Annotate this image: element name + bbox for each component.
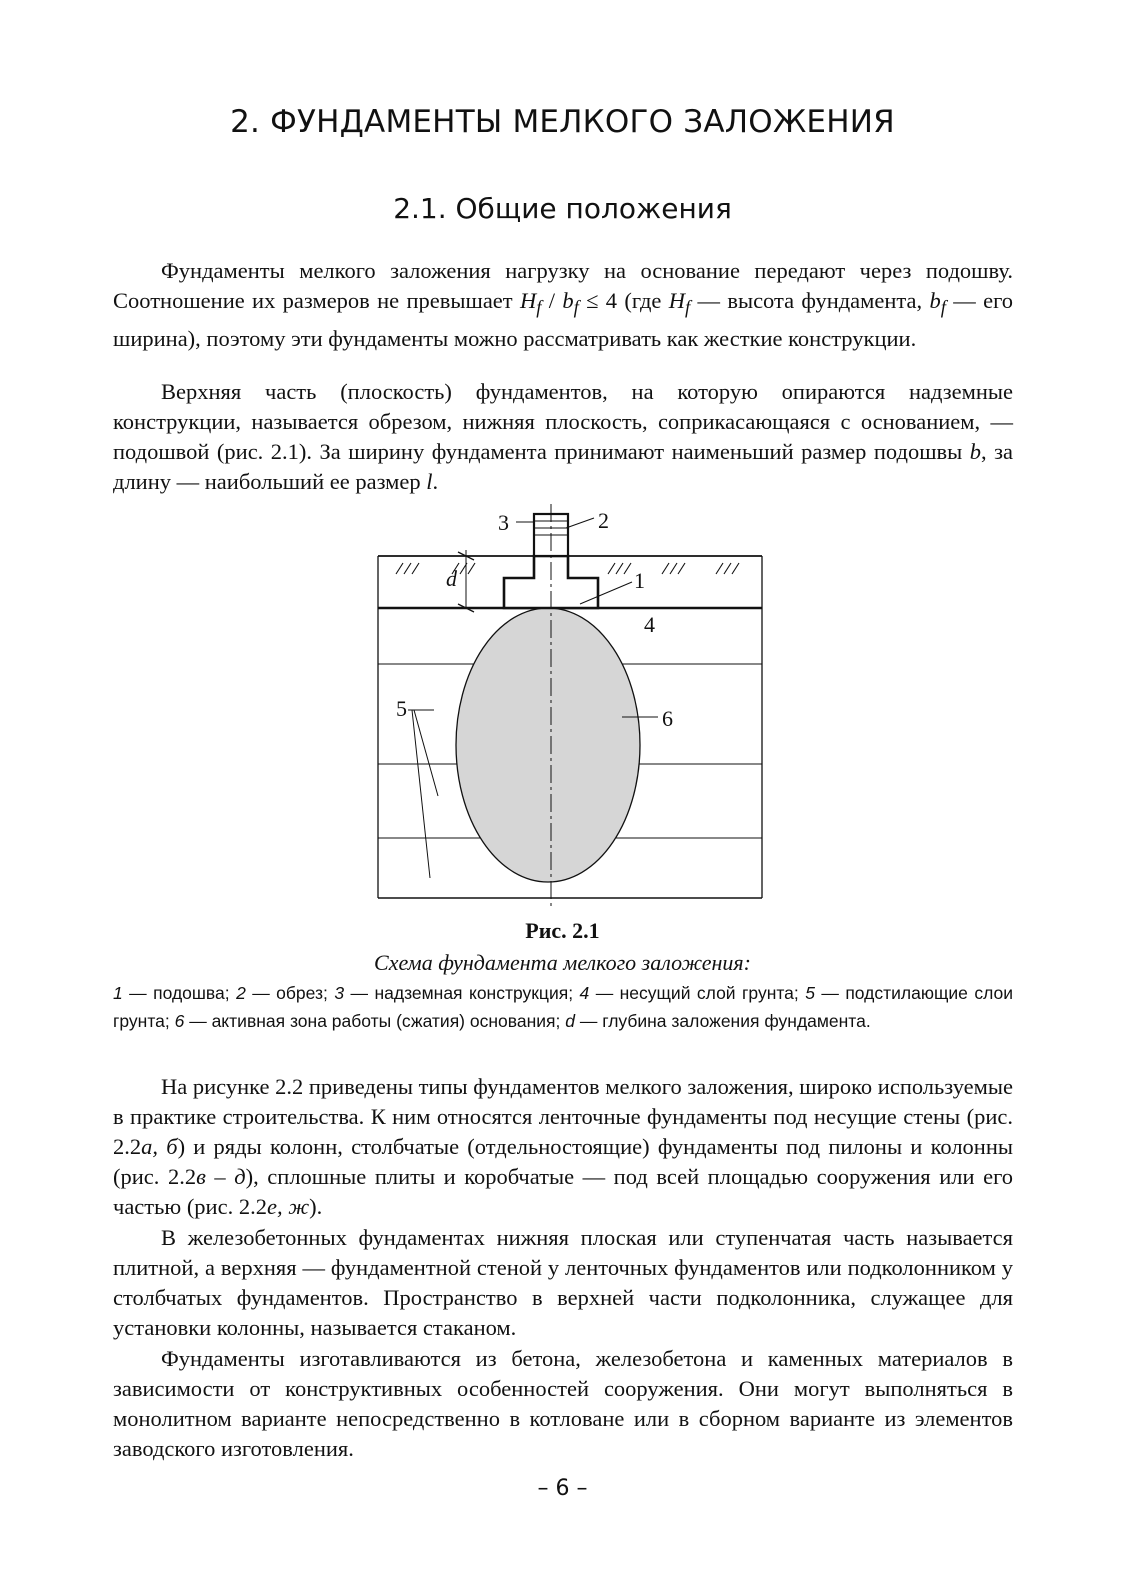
leader-2	[566, 518, 594, 528]
figure-caption-subtitle: Схема фундамента мелкого заложения:	[374, 950, 751, 975]
paragraph-5: Фундаменты изготавливаются из бетона, железобетона и каменных материалов в зависимости от конструктивных особенностей сооружения. Они могут выполняться в монолитном варианте непосредственно в котловане или в сборном варианте из элементов заводского изготовления.	[113, 1346, 1013, 1461]
figure-caption-legend: 1 — подошва; 2 — обрез; 3 — надземная конструкция; 4 — несущий слой грунта; 5 — подстилающие слои грунта; 6 — активная зона работы (сжатия) основания; d — глубина заложения фундамента.	[113, 983, 1013, 1031]
foundation-diagram	[370, 500, 770, 910]
paragraph-4: В железобетонных фундаментах нижняя плоская или ступенчатая часть называется плитной, а верхняя — фундаментной стеной у ленточных фундаментов или подколонником у столбчатых фундаментов. Пространство в верхней части подколонника, служащее для установки колонны, называется стаканом.	[113, 1225, 1013, 1340]
section-title: 2.1. Общие положения	[393, 192, 732, 225]
label-3: 3	[498, 510, 509, 535]
label-6: 6	[662, 706, 673, 731]
paragraph-3: На рисунке 2.2 приведены типы фундаментов мелкого заложения, широко используемые в практике строительства. К ним относятся ленточные фундаменты под несущие стены (рис. 2.2а, б) и ряды колонн, столбчатые (отдельностоящие) фундаменты под пилоны и колонны (рис. 2.2в – д), сплошные плиты и коробчатые — под всей площадью сооружения или его частью (рис. 2.2е, ж).	[113, 1074, 1013, 1219]
page-number: – 6 –	[537, 1476, 588, 1501]
paragraph-2: Верхняя часть (плоскость) фундаментов, на которую опираются надземные конструкции, называется обрезом, нижняя плоскость, соприкасающаяся с основанием, — подошвой (рис. 2.1). За ширину фундамента принимают наименьший размер подошвы b, за длину — наибольший ее размер l.	[113, 379, 1014, 494]
label-4: 4	[644, 612, 655, 637]
leader-5-a	[414, 710, 438, 796]
figure-caption-title: Рис. 2.1	[525, 918, 600, 943]
label-5: 5	[396, 696, 407, 721]
label-2: 2	[598, 508, 609, 533]
label-d: d	[446, 566, 457, 591]
label-1: 1	[634, 568, 645, 593]
chapter-title: 2. ФУНДАМЕНТЫ МЕЛКОГО ЗАЛОЖЕНИЯ	[230, 104, 895, 140]
active-zone-ellipse	[456, 608, 640, 882]
paragraph-1: Фундаменты мелкого заложения нагрузку на основание передают через подошву. Соотношение их размеров не превышает $H_f / b_f \le 4$ (где $H_f$ — высота фундамента, $b_f$ — его ширина), поэтому эти фундаменты можно рассматривать как жесткие конструкции.	[113, 258, 1013, 351]
